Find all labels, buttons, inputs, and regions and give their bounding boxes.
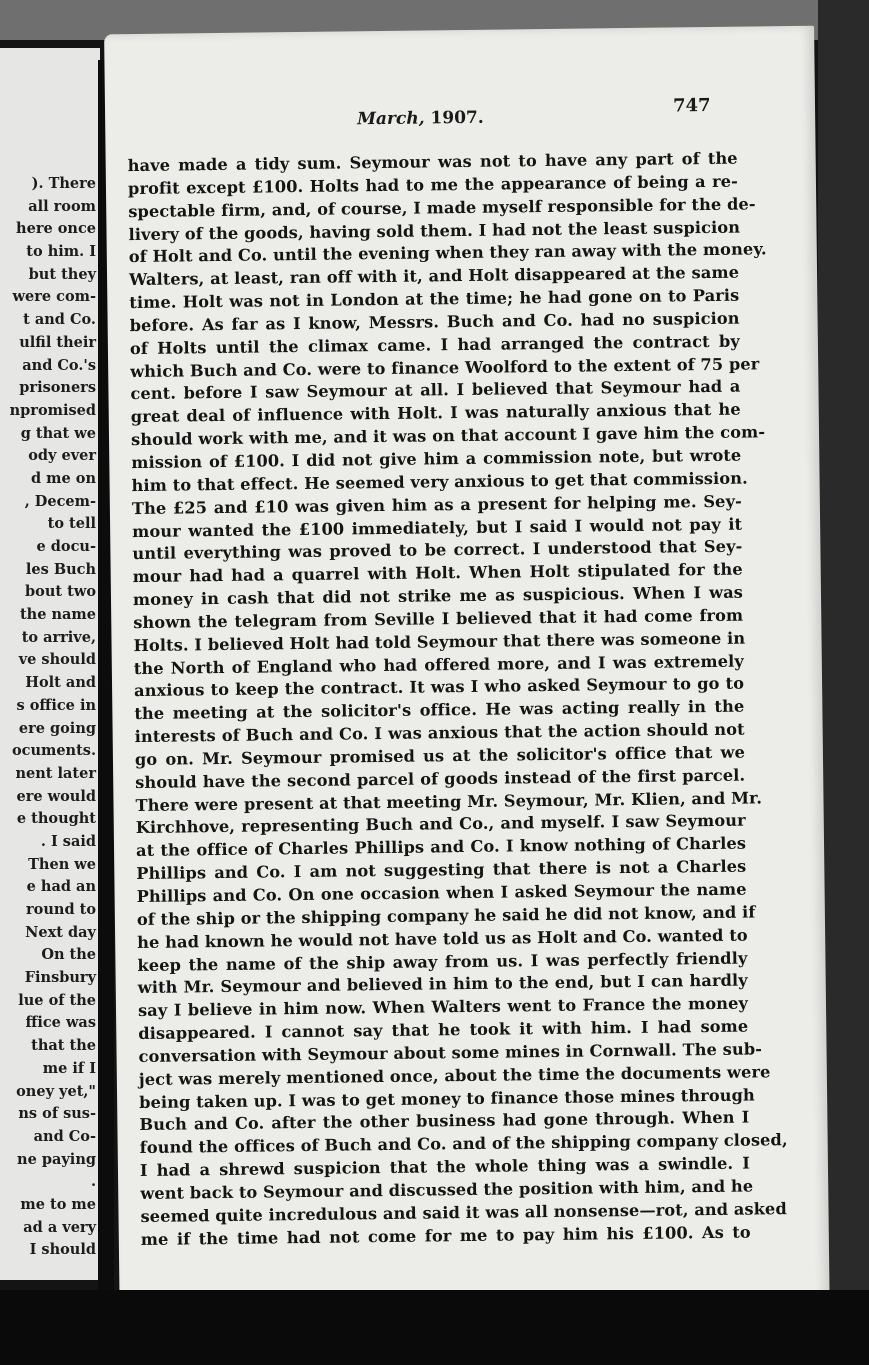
text-line: disappeared. I cannot say that he took it with him. I had some (138, 1016, 749, 1044)
text-line: ject was merely mentioned once, about the time the documents were (138, 1062, 771, 1089)
left-page-line: Then we (28, 855, 96, 873)
text-line: Holts. I believed Holt had told Seymour that there was someone in (133, 628, 746, 655)
text-line: Buch and Co. after the other business had gone through. When I (139, 1108, 750, 1135)
left-page-line: and Co.'s (22, 356, 96, 374)
text-line: mour wanted the £100 immediately, but I said I would not pay it (132, 514, 743, 541)
text-line: time. Holt was not in London at the time; he had gone on to Paris (129, 285, 740, 313)
left-page-line: ). There (31, 175, 96, 192)
left-page-line: On the (41, 946, 96, 964)
text-line: I had a shrewd suspicion that the whole thing was a swindle. I (139, 1153, 751, 1181)
text-line: mour had had a quarrel with Holt. When Holt stipulated for the (132, 559, 743, 587)
text-line: should have the second parcel of goods instead of the first parcel. (135, 765, 746, 792)
text-line: The £25 and £10 was given him as a present for helping me. Sey- (131, 491, 742, 518)
header-date (357, 108, 484, 130)
left-page-line: prisoners (19, 379, 96, 397)
left-page-line: here once (16, 220, 96, 238)
left-page-line: to tell (47, 515, 96, 533)
left-page-line: oney yet," (16, 1082, 96, 1100)
left-page-line: me if I (42, 1059, 96, 1077)
text-line: go on. Mr. Seymour promised us at the solicitor's office that we (134, 742, 746, 769)
left-page-line: bout two (25, 583, 96, 601)
text-line: found the offices of Buch and Co. and of the shipping company closed, (139, 1130, 788, 1158)
text-line: Kirchhove, representing Buch and Co., and myself. I saw Seymour (135, 811, 746, 838)
left-page-line: the name (19, 606, 96, 624)
left-page-line: lue of the (18, 991, 96, 1009)
body-text (127, 148, 788, 1252)
left-page-line: e had an (26, 878, 96, 896)
left-page (0, 48, 100, 1280)
left-page-line: Next day (25, 923, 96, 941)
text-line: me if the time had not come for me to pay him his £100. As to (140, 1222, 751, 1249)
text-line: money in cash that did not strike me as suspicious. When I was (132, 582, 744, 610)
header-year: 1907. (424, 107, 484, 129)
text-line: went back to Seymour and discussed the position with him, and he (140, 1176, 754, 1203)
text-line: shown the telegram from Seville I believed that it had come from (133, 605, 744, 632)
background-bottom (0, 1290, 869, 1365)
text-line: Phillips and Co. On one occasion when I asked Seymour the name (136, 879, 747, 907)
left-page-line: but they (28, 265, 96, 283)
left-page-line: I should (29, 1241, 96, 1259)
text-line: him to that effect. He seemed very anxious to get that commission. (131, 468, 748, 495)
left-page-line: les Buch (25, 560, 96, 578)
left-page-line: me to me (20, 1195, 96, 1213)
text-line: There were present at that meeting Mr. Seymour, Mr. Klien, and Mr. (135, 788, 763, 815)
text-line: conversation with Seymour about some mines in Cornwall. The sub- (138, 1039, 763, 1066)
left-page-line: ve should (18, 651, 96, 669)
text-line: spectable firm, and, of course, I made myself responsible for the de- (128, 194, 756, 221)
text-line: of Holt and Co. until the evening when they ran away with the money. (128, 239, 767, 267)
text-line: with Mr. Seymour and believed in him to the end, but I can hardly (137, 970, 748, 998)
left-page-line: . I said (40, 832, 96, 850)
left-page-line: Finsbury (24, 969, 96, 987)
text-line: which Buch and Co. were to finance Woolford to the extent of 75 per (130, 353, 760, 381)
text-line: until everything was proved to be correct. I understood that Sey- (132, 536, 743, 564)
text-line: the meeting at the solicitor's office. He was acting really in the (134, 696, 745, 724)
left-page-line: ffice was (25, 1014, 96, 1032)
left-page-line: to him. I (26, 243, 96, 261)
left-page-line: g that we (20, 424, 96, 442)
left-page-line: , Decem- (24, 492, 96, 510)
text-line: keep the name of the ship away from us. I was perfectly friendly (137, 948, 748, 975)
page-header (105, 94, 815, 139)
left-page-line: d me on (30, 469, 96, 487)
text-line: he had known he would not have told us as Holt and Co. wanted to (137, 925, 748, 952)
left-page-line: Holt and (25, 674, 96, 692)
left-page-line: . (90, 1173, 96, 1191)
text-line: seemed quite incredulous and said it was all nonsense—rot, and asked (140, 1198, 787, 1226)
text-line: of Holts until the climax came. I had arranged the contract by (129, 331, 740, 358)
text-line: profit except £100. Holts had to me the appearance of being a re- (127, 171, 739, 198)
left-page-text (0, 173, 96, 1262)
text-line: say I believe in him now. When Walters went to France the money (137, 993, 749, 1021)
left-page-line: s office in (16, 696, 96, 714)
left-page-line: ody ever (28, 447, 96, 465)
text-line: being taken up. I was to get money to finance those mines through (139, 1085, 755, 1112)
text-line: should work with me, and it was on that account I gave him the com- (130, 422, 766, 450)
left-page-line: ulfil their (19, 333, 96, 351)
left-page-line: npromised (9, 401, 96, 419)
text-line: have made a tidy sum. Seymour was not to have any part of the (127, 148, 738, 176)
text-line: Walters, at least, ran off with it, and Holt disappeared at the same (128, 262, 740, 290)
left-page-line: to arrive, (21, 628, 96, 646)
text-line: cent. before I saw Seymour at all. I believed that Seymour had a (130, 377, 741, 404)
left-page-line: ocuments. (11, 742, 96, 760)
left-page-line: ere would (16, 787, 96, 805)
left-page-line: ns of sus- (18, 1105, 96, 1123)
header-month: March, (357, 108, 425, 130)
left-page-line: nent later (15, 764, 96, 782)
left-page-line: that the (31, 1037, 96, 1055)
left-page-line: e docu- (36, 538, 96, 555)
left-page-line: ere going (18, 719, 96, 737)
text-line: livery of the goods, having sold them. I had not the least suspicion (128, 217, 741, 244)
left-page-line: all room (28, 197, 96, 215)
text-line: of the ship or the shipping company he said he did not know, and if (136, 902, 756, 929)
text-line: the North of England who had offered more, and I was extremely (133, 651, 744, 678)
page-number: 747 (672, 94, 711, 117)
text-line: great deal of influence with Holt. I was naturally anxious that he (130, 399, 741, 427)
left-page-line: t and Co. (23, 311, 96, 329)
left-page-line: ad a very (23, 1218, 96, 1236)
left-page-line: round to (26, 901, 96, 918)
left-page-line: and Co- (33, 1127, 96, 1145)
text-line: at the office of Charles Phillips and Co. I know nothing of Charles (135, 833, 747, 861)
right-page (104, 26, 830, 1335)
text-line: anxious to keep the contract. It was I who asked Seymour to go to (133, 674, 745, 701)
left-page-line: were com- (12, 288, 96, 306)
text-line: mission of £100. I did not give him a commission note, but wrote (131, 445, 742, 473)
left-page-line: e thought (16, 810, 96, 828)
text-line: Phillips and Co. I am not suggesting that there is not a Charles (136, 856, 747, 884)
text-line: interests of Buch and Co. I was anxious that the action should not (134, 719, 745, 747)
text-line: before. As far as I know, Messrs. Buch and Co. had no suspicion (129, 308, 740, 336)
left-page-line: ne paying (17, 1150, 96, 1168)
